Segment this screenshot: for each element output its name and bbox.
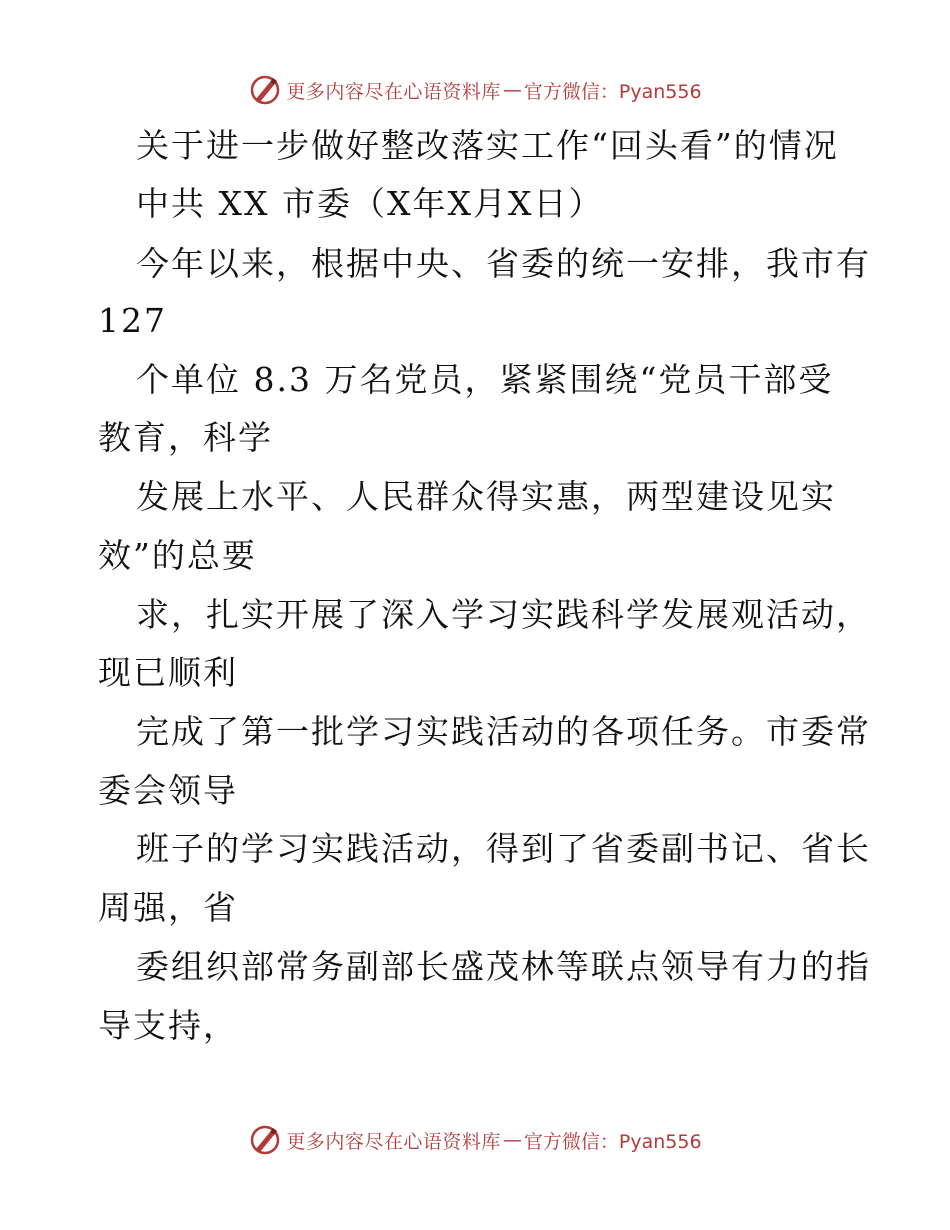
footer-banner <box>0 1120 950 1160</box>
paragraph-line: 发展上水平、人民群众得实惠，两型建设见实 <box>136 477 836 516</box>
pen-logo-icon <box>248 1123 282 1157</box>
paragraph-line: 127 <box>98 301 167 340</box>
document-title: 关于进一步做好整改落实工作“回头看”的情况 <box>136 126 839 165</box>
pen-logo-icon <box>248 73 282 107</box>
banner-contact: 官方微信：Pyan556 <box>523 80 702 103</box>
paragraph-line: 个单位 8.3 万名党员，紧紧围绕“党员干部受 <box>136 360 834 399</box>
paragraph-line: 现已顺利 <box>98 653 238 692</box>
paragraph-line: 班子的学习实践活动，得到了省委副书记、省长 <box>136 829 871 868</box>
document-subtitle: 中共 XX 市委（X年X月X日） <box>136 184 604 223</box>
paragraph-line: 委会领导 <box>98 771 238 810</box>
paragraph-line: 教育，科学 <box>98 418 273 457</box>
banner-separator: — <box>502 1129 522 1151</box>
paragraph-line: 导支持， <box>98 1006 238 1045</box>
banner-separator: — <box>502 79 522 101</box>
paragraph-line: 求，扎实开展了深入学习实践科学发展观活动， <box>136 595 871 634</box>
paragraph-line: 周强，省 <box>98 888 238 927</box>
paragraph-line: 效”的总要 <box>98 536 257 575</box>
paragraph-line: 今年以来，根据中央、省委的统一安排，我市有 <box>136 244 871 283</box>
header-banner <box>0 70 950 110</box>
banner-title: 更多内容尽在心语资料库 <box>286 80 501 103</box>
paragraph-line: 完成了第一批学习实践活动的各项任务。市委常 <box>136 712 871 751</box>
paragraph-line: 委组织部常务副部长盛茂林等联点领导有力的指 <box>136 947 871 986</box>
banner-contact: 官方微信：Pyan556 <box>523 1130 702 1153</box>
banner-title: 更多内容尽在心语资料库 <box>286 1130 501 1153</box>
